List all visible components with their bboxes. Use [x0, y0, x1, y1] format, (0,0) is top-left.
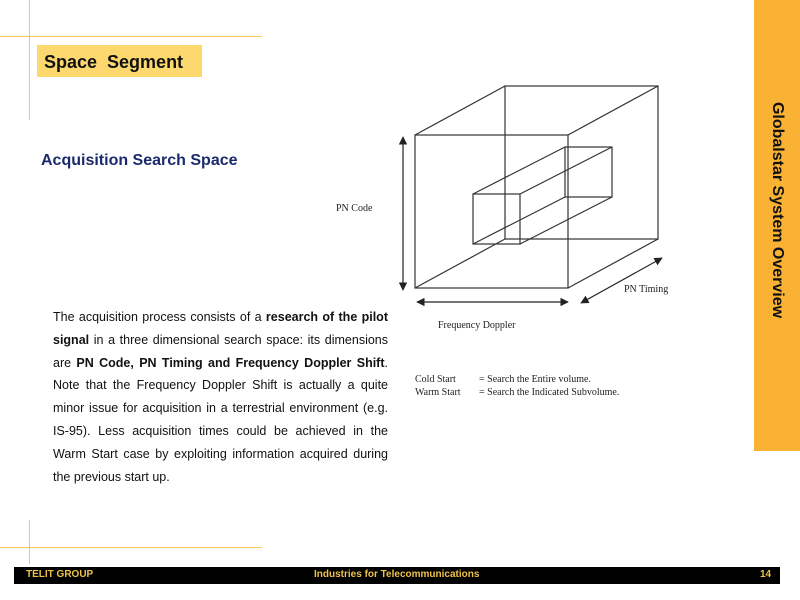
slide-title: Space Segment: [37, 45, 202, 77]
outer-cube: [415, 86, 658, 288]
body-text-bold-run: research of the pilot signal: [53, 310, 388, 347]
pn-timing-label: PN Timing: [624, 284, 669, 295]
footer-company: TELIT GROUP: [26, 569, 94, 580]
top-left-vertical-rule: [29, 0, 30, 120]
subvolume-box: [473, 147, 612, 244]
cold-start-label: Cold Start: [415, 374, 456, 385]
cold-start-description: = Search the Entire volume.: [479, 374, 591, 385]
warm-start-label: Warm Start: [415, 387, 461, 398]
body-text-run: . Note that the Frequency Doppler Shift is actually a quite minor issue for acquisition in a terrestrial environment (e.g. IS-95). Less acquisition times could be achieved in the Warm Start case by exploiting information acquired during the previous start up.: [53, 355, 388, 484]
top-rule: [0, 36, 262, 37]
bottom-left-vertical-rule: [29, 520, 30, 564]
footer-bar: [14, 567, 780, 584]
body-text-run: The acquisition process consists of a: [53, 310, 266, 324]
body-text-run: in a three dimensional search space: its dimensions are: [53, 332, 388, 370]
footer-tagline: Industries for Telecommunications: [314, 569, 480, 580]
search-space-diagram: [290, 70, 670, 410]
frequency-doppler-label: Frequency Doppler: [438, 320, 516, 331]
pn-timing-arrow: [581, 258, 662, 303]
body-text-bold-run: PN Code, PN Timing and Frequency Doppler Shift: [76, 355, 385, 370]
bottom-rule: [0, 547, 262, 548]
page-number: 14: [760, 569, 772, 580]
pn-code-label: PN Code: [336, 203, 373, 214]
warm-start-description: = Search the Indicated Subvolume.: [479, 387, 620, 398]
slide-subtitle: Acquisition Search Space: [41, 152, 238, 169]
side-panel-title: Globalstar System Overview: [769, 101, 786, 319]
